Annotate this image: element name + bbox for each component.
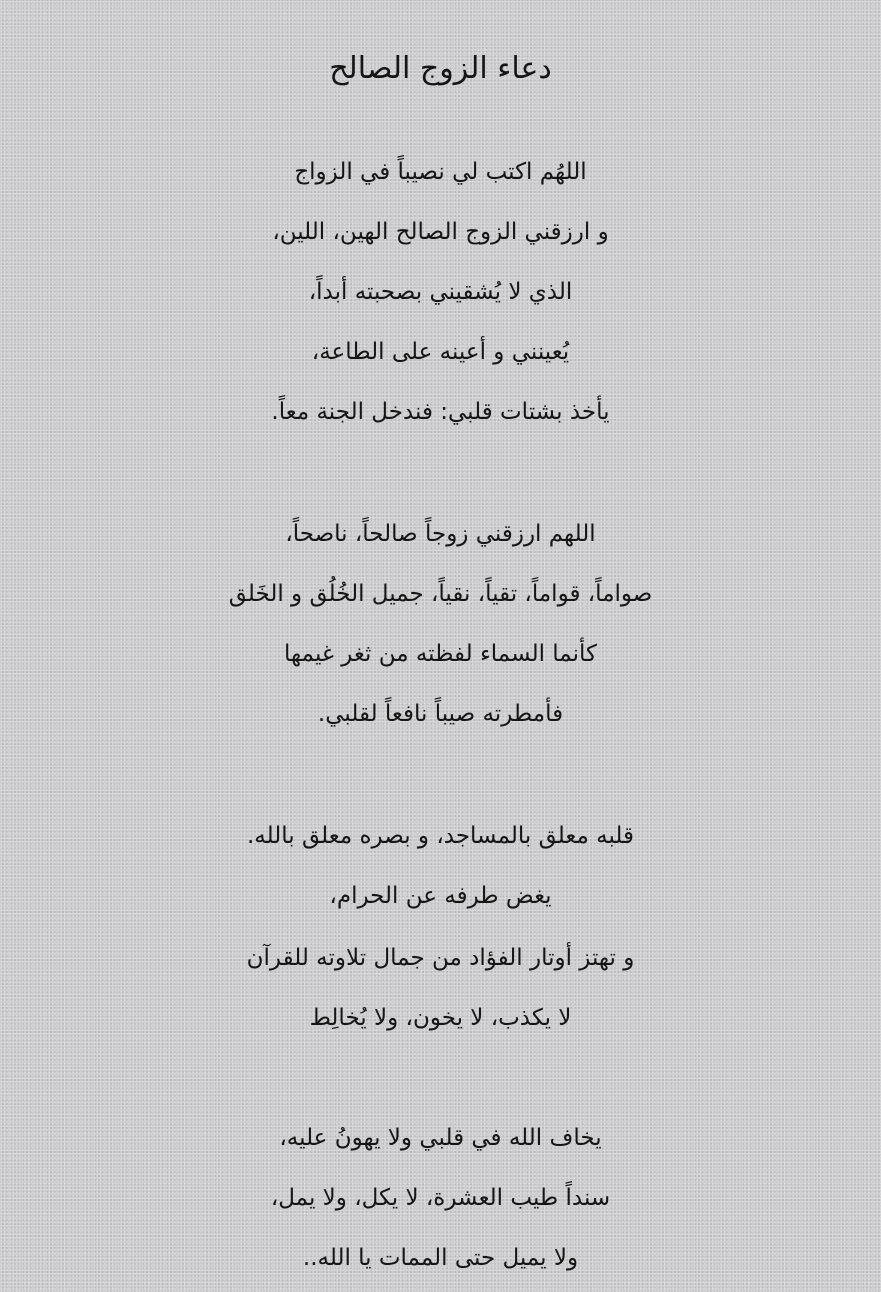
poem-line: قلبه معلق بالمساجد، و بصره معلق بالله. xyxy=(247,823,634,849)
poem-line: اللهُم اكتب لي نصيباً في الزواج xyxy=(294,159,587,185)
poem-line: لا يكذب، لا يخون، ولا يُخالِط xyxy=(309,1005,572,1031)
poem-line: يأخذ بشتات قلبي: فندخل الجنة معاً. xyxy=(271,399,610,425)
poem-line: و ارزقني الزوج الصالح الهين، اللين، xyxy=(272,219,609,245)
poem-line: و تهتز أوتار الفؤاد من جمال تلاوته للقرآن xyxy=(246,945,635,971)
poem-line: صواماً، قواماً، تقياً، نقياً، جميل الخُلُق و الخَلق xyxy=(228,581,653,607)
poem-line: اللهم ارزقني زوجاً صالحاً، ناصحاً، xyxy=(285,521,596,547)
poem-line: الذي لا يُشقيني بصحبته أبداً، xyxy=(308,279,573,305)
poem-line: يُعينني و أعينه على الطاعة، xyxy=(311,339,570,365)
poem-line: سنداً طيب العشرة، لا يكل، ولا يمل، xyxy=(270,1185,611,1211)
page-title: دعاء الزوج الصالح xyxy=(329,51,552,86)
poem-line: كأنما السماء لفظته من ثغر غيمها xyxy=(284,641,597,667)
poem-line: يخاف الله في قلبي ولا يهونُ عليه، xyxy=(279,1125,602,1151)
poem-line: فأمطرته صيباً نافعاً لقلبي. xyxy=(317,701,564,727)
poem-line: ولا يميل حتى الممات يا الله.. xyxy=(302,1245,579,1271)
poem-line: يغض طرفه عن الحرام، xyxy=(329,883,552,909)
